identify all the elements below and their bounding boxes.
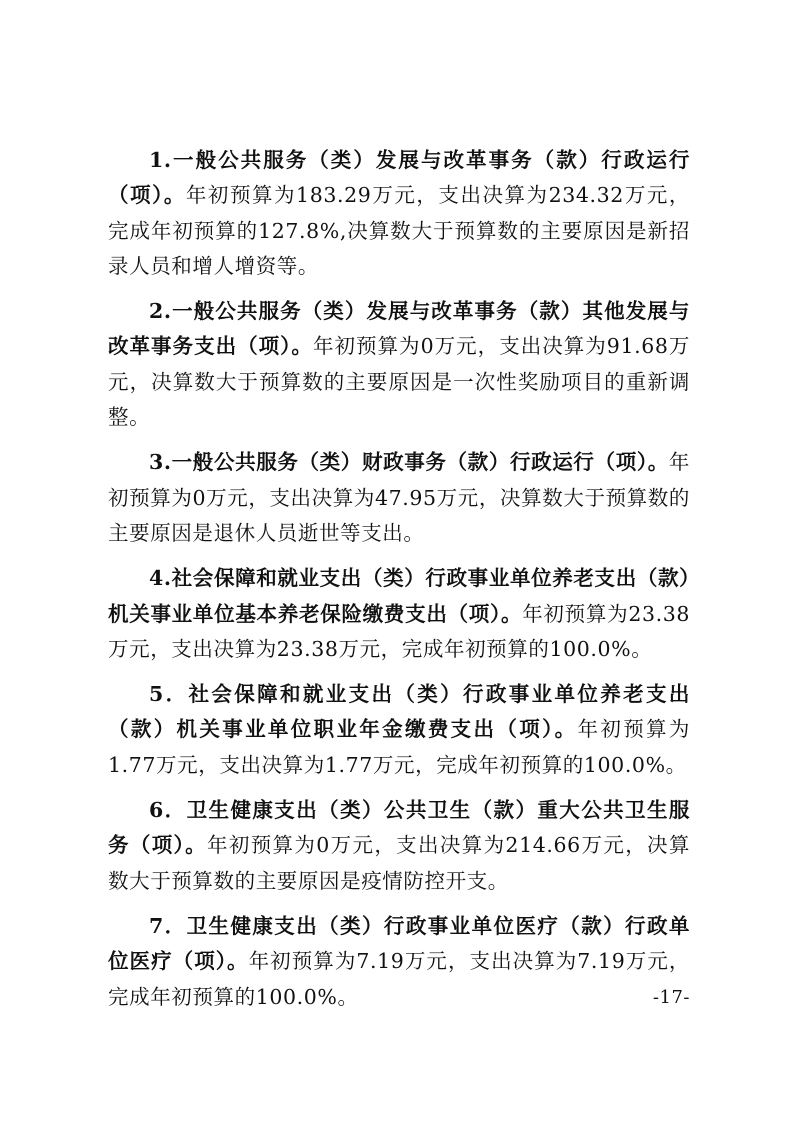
paragraph-text: 年初预算为23.38万元，支出决算为23.38万元，完成年初预算的100.0%。 [108,601,691,661]
paragraph-1 [108,143,690,284]
paragraph-text: 年初预算为0万元，支出决算为91.68万元，决算数大于预算数的主要原因是一次性奖励项目的重新调整。 [108,334,691,430]
paragraph-heading: 7．卫生健康支出（类）行政事业单位医疗（款）行政单位医疗（项）。 [108,913,690,974]
paragraph-heading: 3.一般公共服务（类）财政事务（款）行政运行（项）。 [149,450,669,475]
paragraph-4 [108,561,690,667]
paragraph-heading: 2.一般公共服务（类）发展与改革事务（款）其他发展与改革事务支出（项）。 [108,299,690,359]
paragraph-text: 年初预算为0万元，支出决算为214.66万元，决算数大于预算数的主要原因是疫情防控开支。 [108,833,690,893]
paragraph-heading: 5．社会保障和就业支出（类）行政事业单位养老支出（款）机关事业单位职业年金缴费支出（项）。 [108,682,690,742]
paragraph-heading: 6．卫生健康支出（类）公共卫生（款）重大公共卫生服务（项）。 [108,798,690,858]
page-number: -17- [652,987,690,1008]
document-body [108,143,690,1025]
paragraph-5 [108,677,690,783]
paragraph-heading: 1.一般公共服务（类）发展与改革事务（款）行政运行（项）。 [108,148,690,208]
paragraph-6 [108,793,690,899]
paragraph-text: 年初预算为1.77万元，支出决算为1.77万元，完成年初预算的100.0%。 [108,717,690,777]
paragraph-2 [108,294,690,435]
paragraph-3 [108,445,690,551]
paragraph-text: 年初预算为183.29万元，支出决算为234.32万元，完成年初预算的127.8%,决算数大于预算数的主要原因是新招录人员和增人增资等。 [108,183,690,278]
paragraph-text: 年初预算为0万元，支出决算为47.95万元，决算数大于预算数的主要原因是退休人员逝世等支出。 [108,450,690,545]
paragraph-heading: 4.社会保障和就业支出（类）行政事业单位养老支出（款）机关事业单位基本养老保险缴费支出（项）。 [108,566,690,626]
paragraph-text: 年初预算为7.19万元，支出决算为7.19万元，完成年初预算的100.0%。 [108,949,690,1009]
paragraph-7 [108,909,690,1015]
